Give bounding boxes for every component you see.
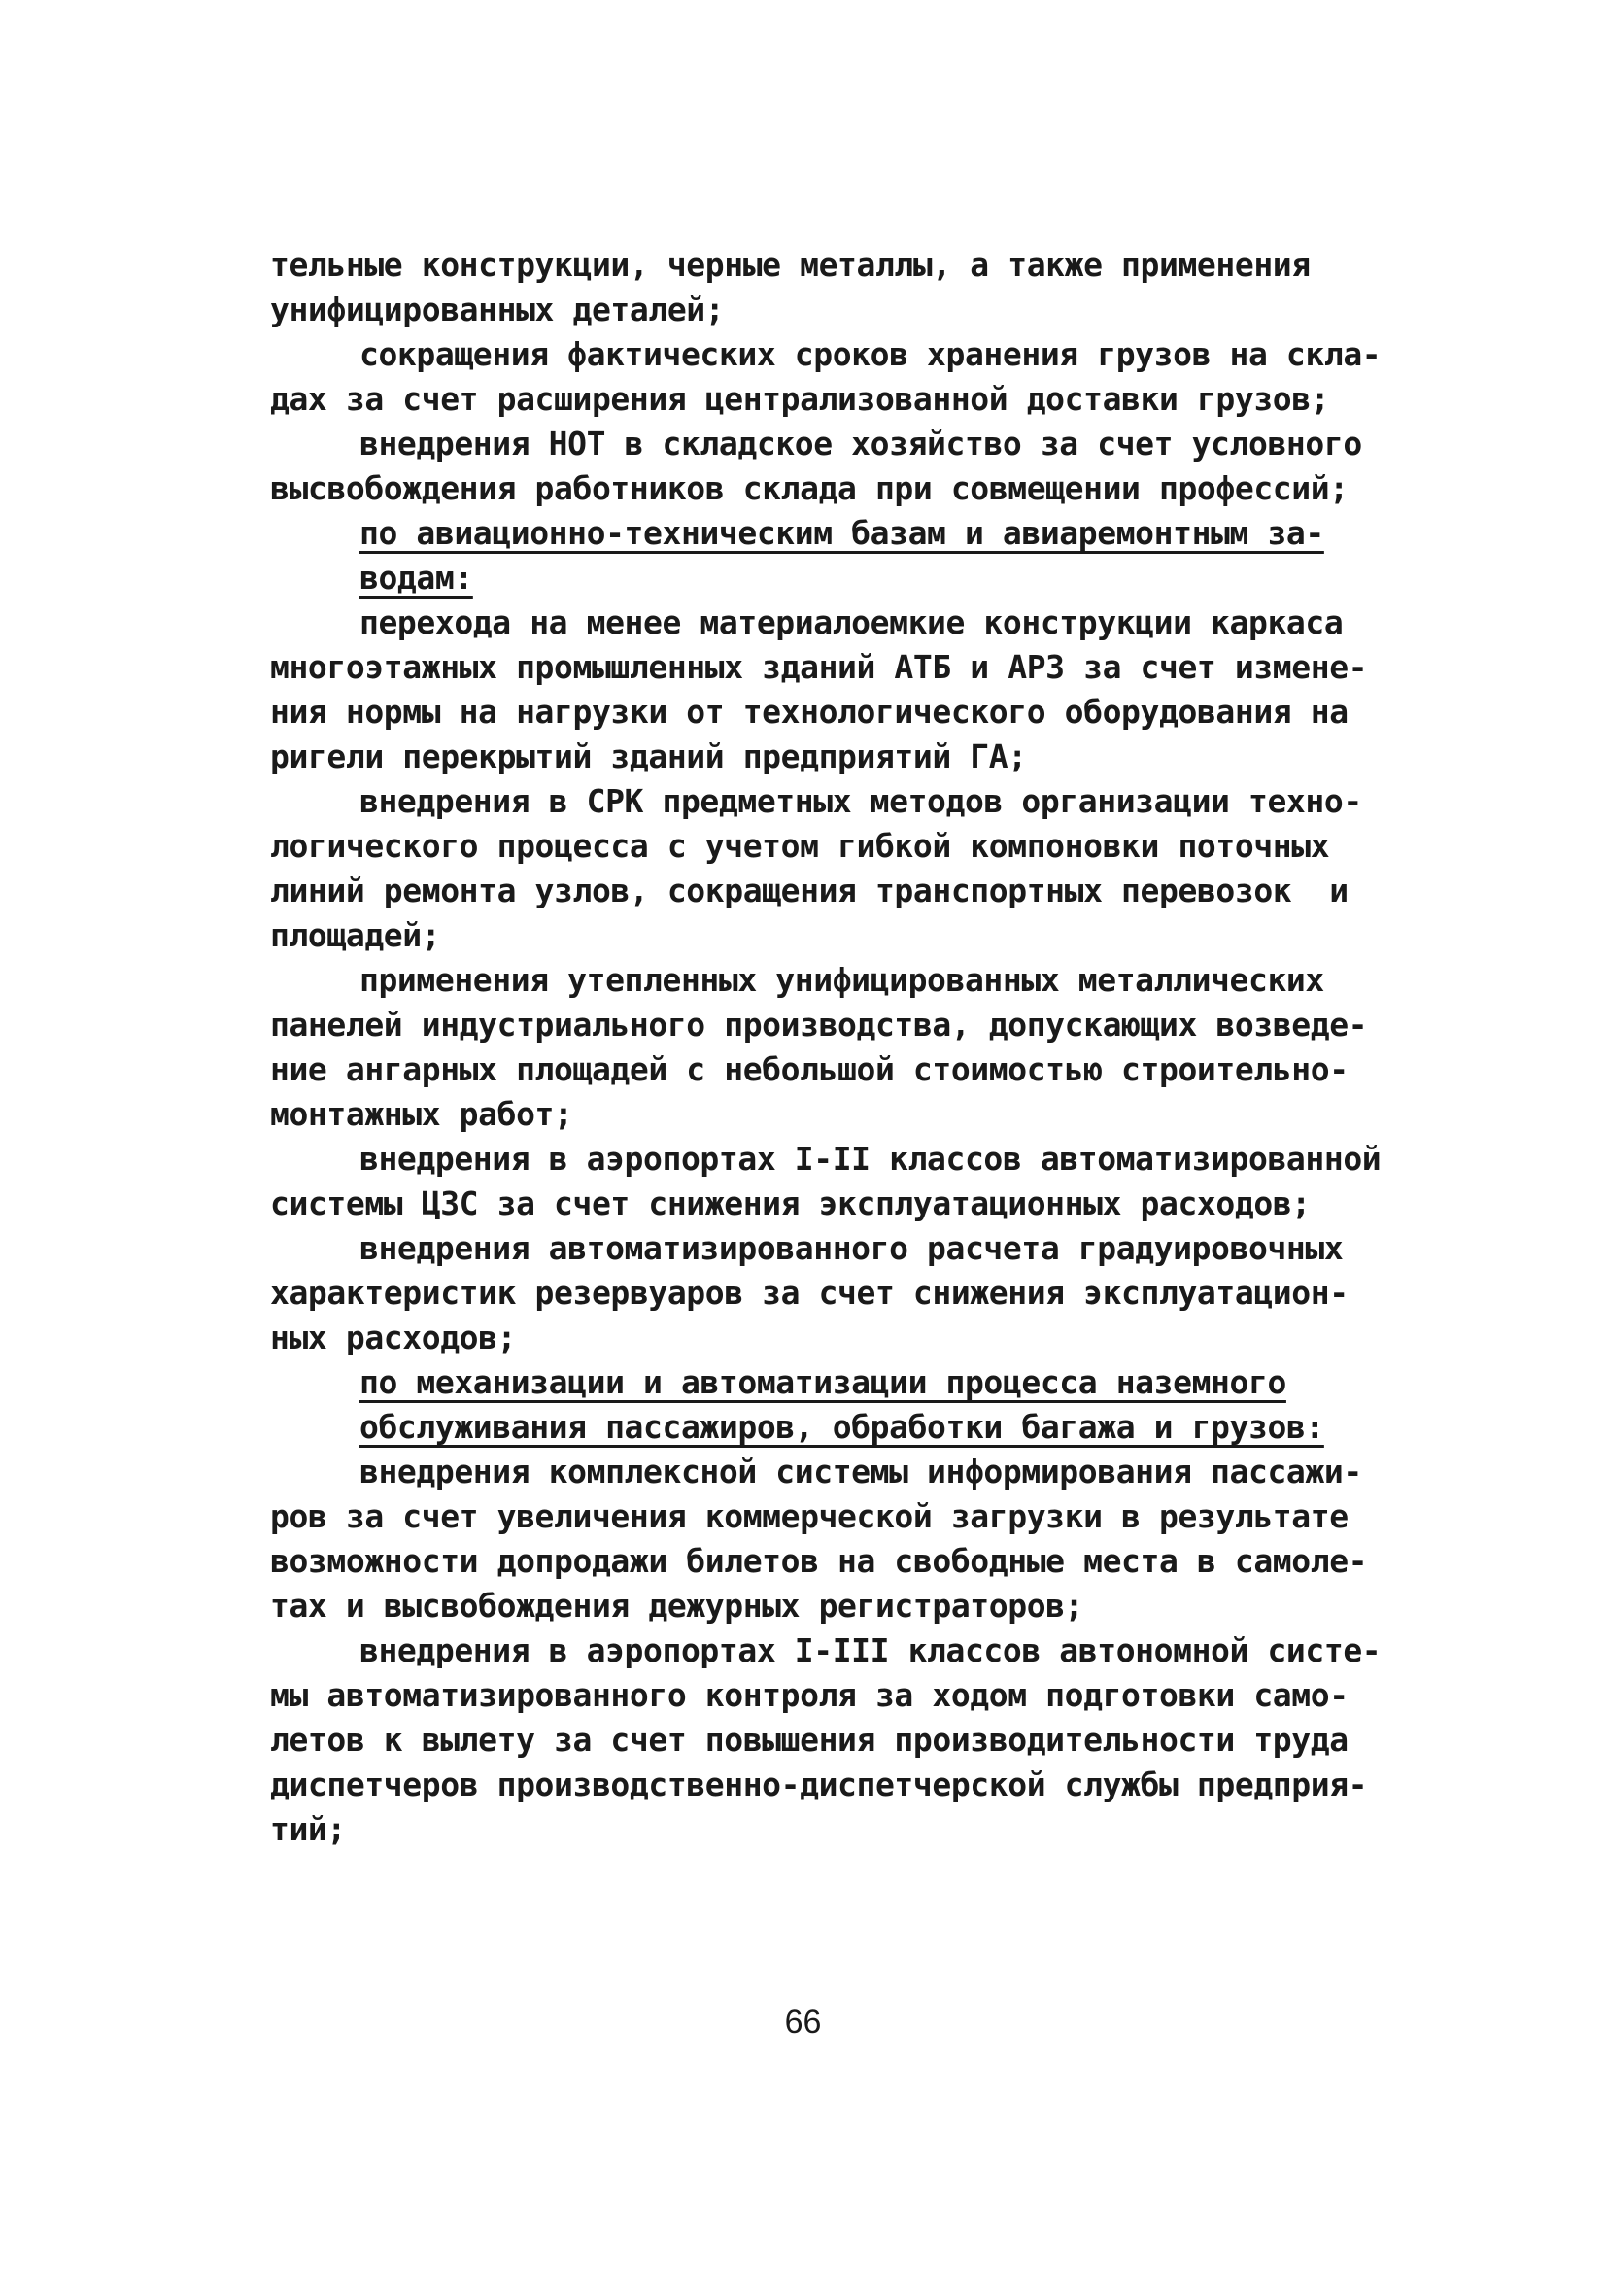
text-line: сокращения фактических сроков хранения грузов на скла-	[359, 335, 1382, 373]
text-line: дах за счет расширения централизованной доставки грузов;	[270, 380, 1330, 418]
text-line: внедрения автоматизированного расчета градуировочных	[359, 1229, 1344, 1267]
text-line: внедрения в СРК предметных методов организации техно-	[359, 782, 1362, 820]
section-heading-line: обслуживания пассажиров, обработки багажа и грузов:	[359, 1408, 1324, 1446]
text-line: тах и высвобождения дежурных регистраторов;	[270, 1587, 1084, 1625]
text-line: унифицированных деталей;	[270, 291, 725, 328]
text-line: внедрения комплексной системы информирования пассажи-	[359, 1453, 1362, 1491]
text-line: монтажных работ;	[270, 1095, 573, 1133]
text-line: панелей индустриального производства, допускающих возведе-	[270, 1006, 1368, 1044]
text-line: тий;	[270, 1810, 346, 1848]
text-line: ров за счет увеличения коммерческой загрузки в результате	[270, 1497, 1349, 1535]
section-heading-line: по механизации и автоматизации процесса наземного	[359, 1363, 1286, 1401]
body-text	[270, 243, 1387, 1852]
text-line: ригели перекрытий зданий предприятий ГА;	[270, 737, 1027, 775]
text-line: ных расходов;	[270, 1319, 517, 1356]
text-line: внедрения НОТ в складское хозяйство за счет условного	[359, 425, 1362, 463]
text-line: возможности допродажи билетов на свободные места в самоле-	[270, 1542, 1368, 1580]
text-line: мы автоматизированного контроля за ходом подготовки само-	[270, 1676, 1349, 1714]
text-line: ния нормы на нагрузки от технологического оборудования на	[270, 693, 1349, 731]
text-line: ние ангарных площадей с небольшой стоимостью строительно-	[270, 1050, 1349, 1088]
text-line: внедрения в аэропортах I-III классов автономной систе-	[359, 1631, 1382, 1669]
section-heading-line: водам:	[359, 559, 473, 597]
text-line: характеристик резервуаров за счет снижения эксплуатацион-	[270, 1274, 1349, 1312]
section-heading-line: по авиационно-техническим базам и авиаремонтным за-	[359, 514, 1324, 552]
text-line: высвобождения работников склада при совмещении профессий;	[270, 469, 1349, 507]
text-line: перехода на менее материалоемкие конструкции каркаса	[359, 603, 1344, 641]
text-line: тельные конструкции, черные металлы, а также применения	[270, 246, 1311, 284]
text-line: системы ЦЗС за счет снижения эксплуатационных расходов;	[270, 1184, 1311, 1222]
page-number: 66	[784, 2004, 822, 2040]
text-line: применения утепленных унифицированных металлических	[359, 961, 1324, 999]
text-line: логического процесса с учетом гибкой компоновки поточных	[270, 827, 1330, 865]
text-line: летов к вылету за счет повышения производительности труда	[270, 1721, 1349, 1759]
text-line: линий ремонта узлов, сокращения транспортных перевозок и	[270, 872, 1349, 909]
text-line: внедрения в аэропортах I-II классов автоматизированной	[359, 1140, 1382, 1178]
text-line: диспетчеров производственно-диспетчерской службы предприя-	[270, 1765, 1368, 1803]
text-line: площадей;	[270, 916, 441, 954]
text-line: многоэтажных промышленных зданий АТБ и АРЗ за счет измене-	[270, 648, 1368, 686]
